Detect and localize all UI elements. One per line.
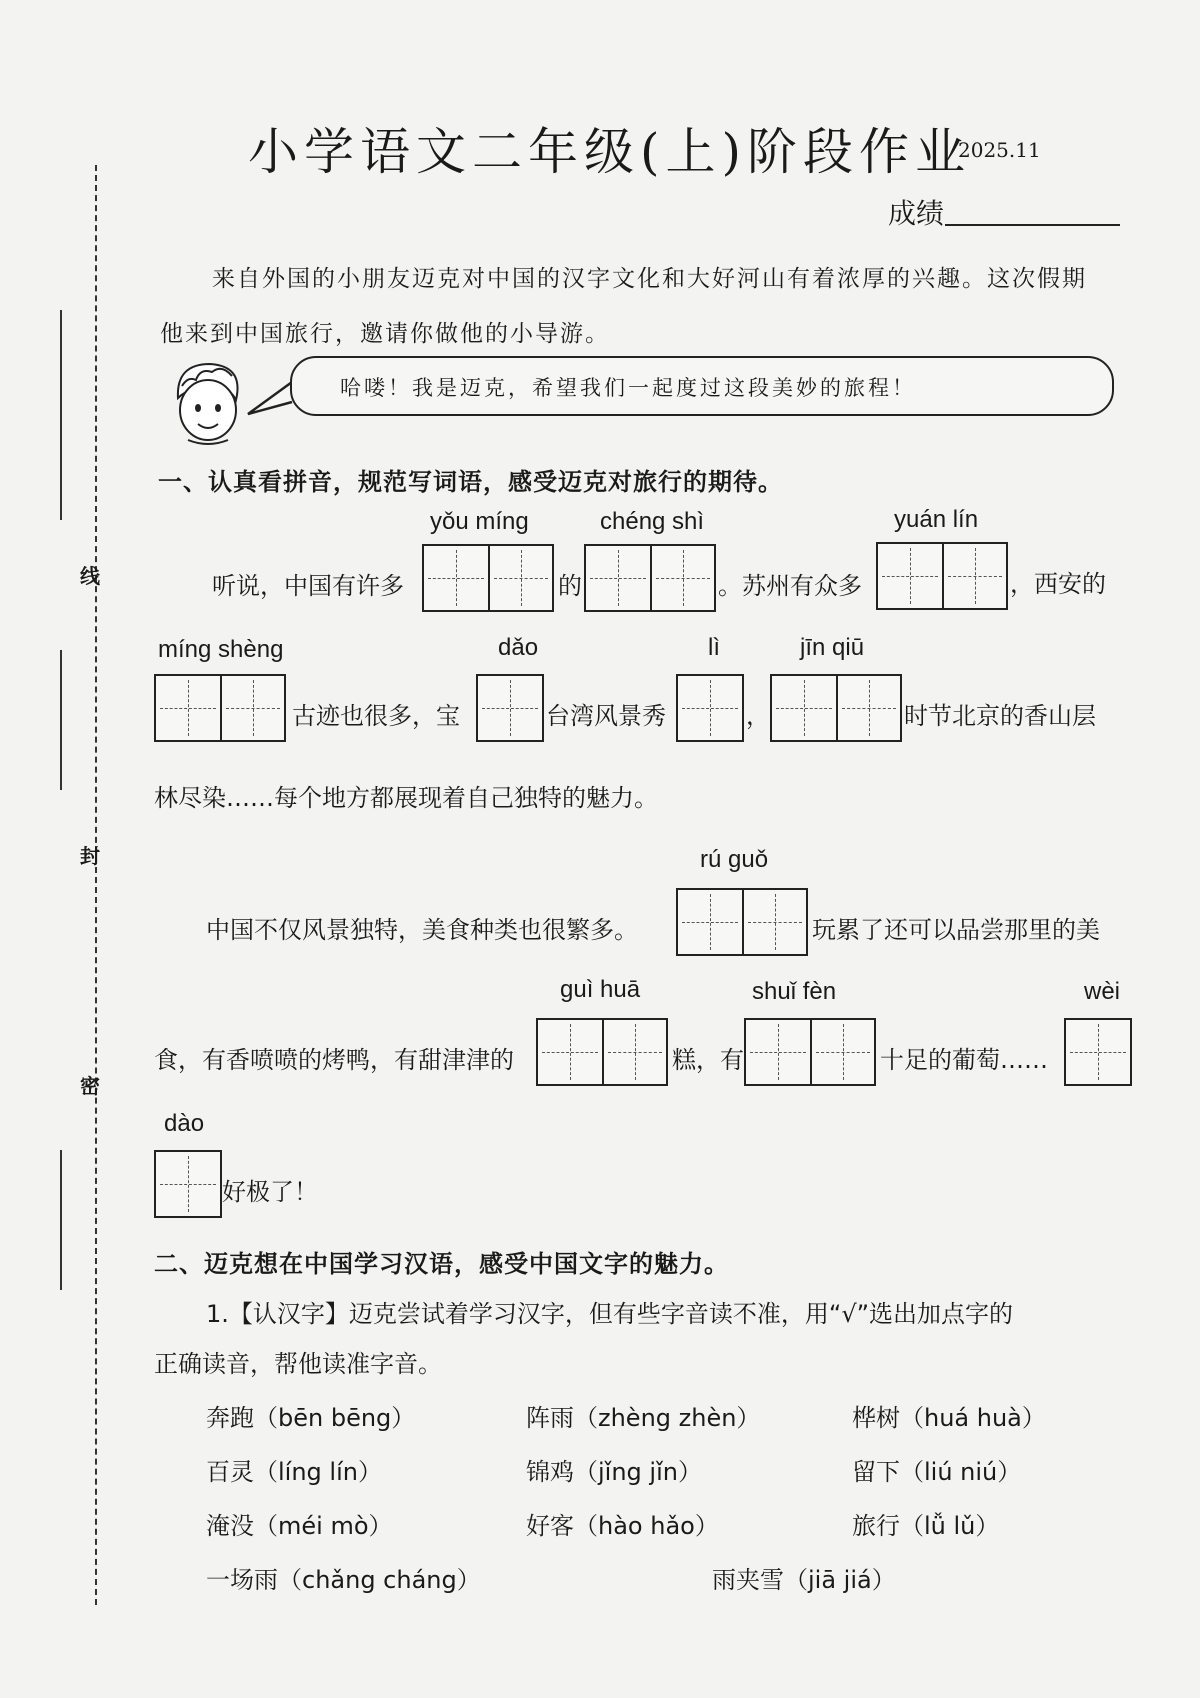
pinyin-dao2: dào bbox=[164, 1110, 205, 1137]
pinyin-mingsheng: míng shèng bbox=[158, 636, 284, 663]
intro-line-2: 他来到中国旅行，邀请你做他的小导游。 bbox=[160, 321, 610, 347]
answer-grid-li[interactable] bbox=[676, 674, 744, 742]
pinyin-li: lì bbox=[708, 634, 720, 661]
answer-grid-wei[interactable] bbox=[1064, 1018, 1132, 1086]
margin-label-feng: 封 bbox=[80, 844, 100, 868]
answer-grid-ruguo[interactable] bbox=[676, 888, 808, 956]
reading-option-item[interactable]: 留下（liú niú） bbox=[852, 1458, 1022, 1486]
section2-heading: 二、迈克想在中国学习汉语，感受中国文字的魅力。 bbox=[154, 1250, 729, 1278]
answer-grid-youming[interactable] bbox=[422, 544, 554, 612]
pinyin-shuifen: shuǐ fèn bbox=[752, 978, 837, 1005]
binding-solid-line bbox=[60, 1150, 62, 1290]
reading-option-item[interactable]: 一场雨（chǎng cháng） bbox=[206, 1566, 481, 1594]
sentence-text: 古迹也很多，宝 bbox=[292, 702, 460, 730]
pinyin-jinqiu: jīn qiū bbox=[800, 634, 865, 661]
reading-option-item[interactable]: 淹没（méi mò） bbox=[206, 1512, 393, 1540]
score-field-line bbox=[945, 224, 1120, 226]
sentence-text: ，西安的 bbox=[1010, 570, 1106, 598]
sentence-text: 好极了！ bbox=[222, 1178, 318, 1206]
pinyin-chengshi: chéng shì bbox=[600, 508, 705, 535]
sentence-text: 中国不仅风景独特，美食种类也很繁多。 bbox=[206, 916, 638, 944]
reading-option-item[interactable]: 奔跑（bēn bēng） bbox=[206, 1404, 416, 1432]
sentence-text: 台湾风景秀 bbox=[546, 702, 666, 730]
sentence-text: 的 bbox=[558, 572, 582, 600]
page-title: 小学语文二年级(上)阶段作业 bbox=[248, 123, 972, 181]
sentence-text: 玩累了还可以品尝那里的美 bbox=[812, 916, 1100, 944]
intro-line-1: 来自外国的小朋友迈克对中国的汉字文化和大好河山有着浓厚的兴趣。这次假期 bbox=[212, 266, 1087, 292]
pinyin-yuanlin: yuán lín bbox=[894, 506, 979, 533]
margin-label-mi: 密 bbox=[80, 1074, 100, 1098]
pinyin-dao: dǎo bbox=[498, 634, 539, 661]
sentence-text: 糕，有 bbox=[672, 1046, 744, 1074]
pinyin-youming: yǒu míng bbox=[430, 508, 529, 535]
answer-grid-guihua[interactable] bbox=[536, 1018, 668, 1086]
reading-option-item[interactable]: 好客（hào hǎo） bbox=[526, 1512, 719, 1540]
answer-grid-shuifen[interactable] bbox=[744, 1018, 876, 1086]
section1-heading: 一、认真看拼音，规范写词语，感受迈克对旅行的期待。 bbox=[158, 468, 783, 496]
reading-option-item[interactable]: 百灵（líng lín） bbox=[206, 1458, 382, 1486]
score-label: 成绩 bbox=[888, 197, 945, 230]
reading-option-item[interactable]: 阵雨（zhèng zhèn） bbox=[526, 1404, 761, 1432]
reading-option-item[interactable]: 桦树（huá huà） bbox=[852, 1404, 1046, 1432]
question1-line-1: 1.【认汉字】迈克尝试着学习汉字，但有些字音读不准，用“√”选出加点字的 bbox=[206, 1300, 1014, 1328]
sentence-text: 时节北京的香山层 bbox=[904, 702, 1096, 730]
answer-grid-dao2[interactable] bbox=[154, 1150, 222, 1218]
question1-line-2: 正确读音，帮他读准字音。 bbox=[154, 1350, 442, 1378]
binding-solid-line bbox=[60, 310, 62, 520]
answer-grid-mingsheng[interactable] bbox=[154, 674, 286, 742]
binding-dashed-line bbox=[95, 165, 97, 1605]
answer-grid-jinqiu[interactable] bbox=[770, 674, 902, 742]
date-label: 2025.11 bbox=[958, 138, 1041, 162]
speech-bubble-tail bbox=[246, 378, 296, 418]
pinyin-ruguo: rú guǒ bbox=[700, 846, 769, 873]
answer-grid-dao[interactable] bbox=[476, 674, 544, 742]
sentence-text: 听说，中国有许多 bbox=[212, 572, 404, 600]
sentence-text: 十足的葡萄…… bbox=[880, 1046, 1048, 1074]
reading-option-item[interactable]: 锦鸡（jǐng jǐn） bbox=[526, 1458, 702, 1486]
sentence-text: 。苏州有众多 bbox=[718, 572, 862, 600]
sentence-text: ， bbox=[746, 702, 770, 730]
binding-solid-line bbox=[60, 650, 62, 790]
speech-text: 哈喽！我是迈克，希望我们一起度过这段美妙的旅程！ bbox=[340, 376, 916, 400]
answer-grid-chengshi[interactable] bbox=[584, 544, 716, 612]
answer-grid-yuanlin[interactable] bbox=[876, 542, 1008, 610]
reading-option-item[interactable]: 雨夹雪（jiā jiá） bbox=[712, 1566, 896, 1594]
pinyin-wei: wèi bbox=[1084, 978, 1121, 1005]
reading-option-item[interactable]: 旅行（lǚ lǔ） bbox=[852, 1512, 1000, 1540]
sentence-text: 食，有香喷喷的烤鸭，有甜津津的 bbox=[154, 1046, 514, 1074]
sentence-text: 林尽染……每个地方都展现着自己独特的魅力。 bbox=[154, 784, 658, 812]
margin-label-xian: 线 bbox=[80, 564, 100, 588]
pinyin-guihua: guì huā bbox=[560, 976, 641, 1003]
